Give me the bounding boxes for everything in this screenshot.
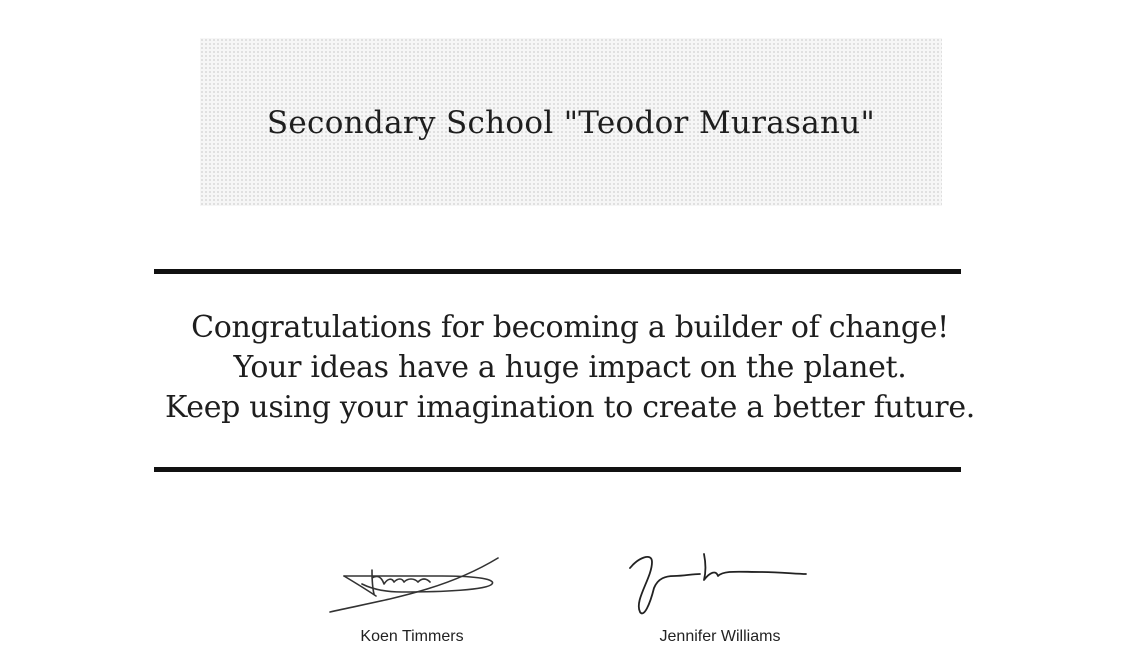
school-banner	[200, 38, 942, 206]
signature-koen-timmers	[292, 548, 532, 620]
signer-name-koen-timmers: Koen Timmers	[360, 628, 464, 645]
message-line-2: Your ideas have a huge impact on the planet.	[233, 350, 907, 385]
bottom-divider	[154, 467, 961, 472]
signer-name-jennifer-williams: Jennifer Williams	[659, 628, 781, 645]
signature-block-jennifer-williams	[600, 548, 840, 646]
signature-jennifer-williams	[600, 548, 840, 620]
school-name: Secondary School "Teodor Murasanu"	[266, 105, 876, 141]
message-line-3: Keep using your imagination to create a better future.	[164, 390, 976, 425]
top-divider	[154, 269, 961, 274]
congratulations-message	[100, 308, 1040, 428]
signature-block-koen-timmers	[292, 548, 532, 646]
message-line-1: Congratulations for becoming a builder of change!	[191, 310, 949, 345]
